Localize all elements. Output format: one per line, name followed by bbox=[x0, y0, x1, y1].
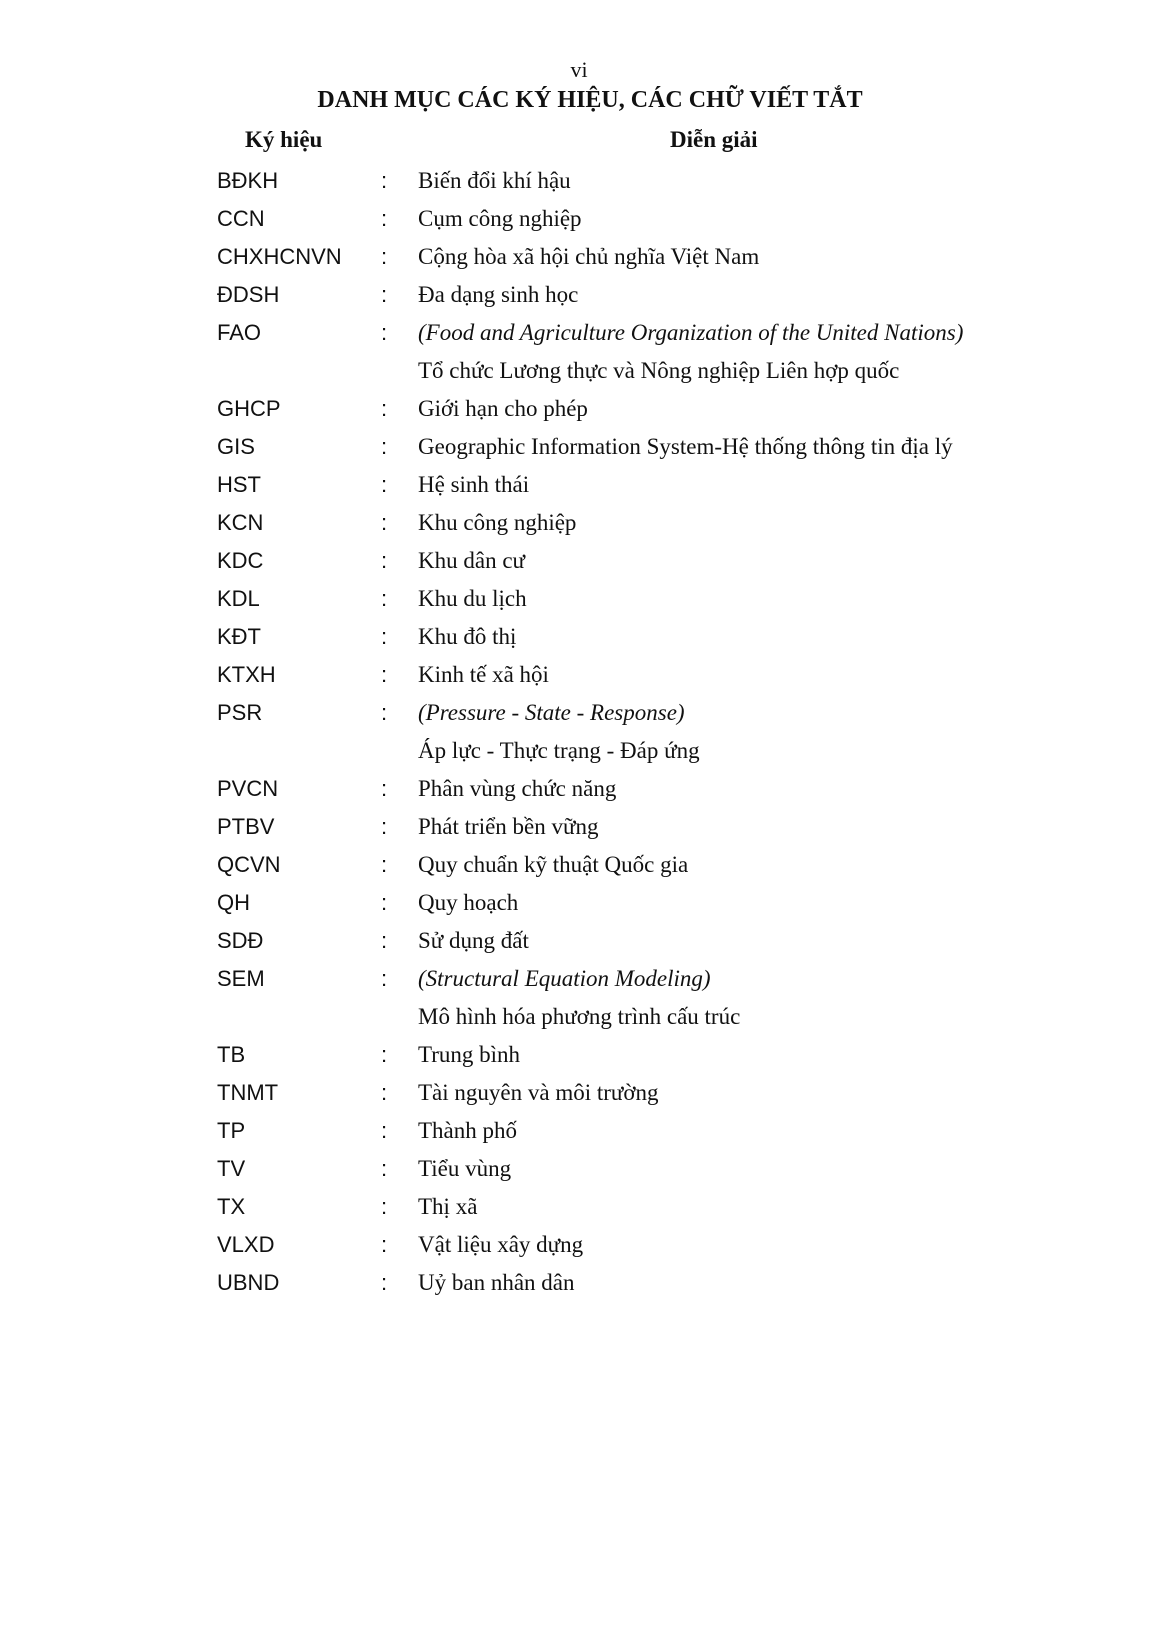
abbreviation-description: Thị xã bbox=[418, 1194, 478, 1219]
separator-colon: : bbox=[381, 700, 388, 725]
abbreviation: HST bbox=[217, 472, 261, 497]
abbreviation: QCVN bbox=[217, 852, 281, 877]
abbreviation-description: Hệ sinh thái bbox=[418, 472, 530, 497]
abbreviation: QH bbox=[217, 890, 250, 915]
list-item bbox=[0, 998, 1158, 1036]
abbreviation-description: Phân vùng chức năng bbox=[418, 776, 617, 801]
abbreviation-description: Quy chuẩn kỹ thuật Quốc gia bbox=[418, 852, 689, 877]
list-item bbox=[0, 732, 1158, 770]
separator-colon: : bbox=[381, 510, 388, 535]
separator-colon: : bbox=[381, 282, 388, 307]
list-item bbox=[0, 770, 1158, 808]
abbreviation-description: Kinh tế xã hội bbox=[418, 662, 549, 687]
abbreviation: TNMT bbox=[217, 1080, 279, 1105]
abbreviation: UBND bbox=[217, 1270, 280, 1295]
abbreviation-description: Tổ chức Lương thực và Nông nghiệp Liên hợp quốc bbox=[418, 358, 900, 383]
list-item bbox=[0, 162, 1158, 200]
symbol-column-header: Ký hiệu bbox=[245, 127, 323, 152]
abbreviation-description: Khu đô thị bbox=[418, 624, 517, 649]
separator-colon: : bbox=[381, 1232, 388, 1257]
abbreviation: VLXD bbox=[217, 1232, 275, 1257]
separator-colon: : bbox=[381, 206, 388, 231]
separator-colon: : bbox=[381, 1194, 388, 1219]
list-item bbox=[0, 884, 1158, 922]
abbreviation-description: Cụm công nghiệp bbox=[418, 206, 582, 231]
list-item bbox=[0, 1036, 1158, 1074]
abbreviation-description: Uỷ ban nhân dân bbox=[418, 1270, 575, 1295]
abbreviation-description: Giới hạn cho phép bbox=[418, 396, 588, 421]
list-item bbox=[0, 466, 1158, 504]
abbreviation: TP bbox=[217, 1118, 246, 1143]
list-item bbox=[0, 276, 1158, 314]
abbreviation-description: Tiểu vùng bbox=[418, 1156, 512, 1181]
abbreviation: KCN bbox=[217, 510, 264, 535]
abbreviation-description: (Pressure - State - Response) bbox=[418, 700, 685, 725]
abbreviation: CCN bbox=[217, 206, 265, 231]
abbreviation-description: Khu du lịch bbox=[418, 586, 527, 611]
separator-colon: : bbox=[381, 320, 388, 345]
separator-colon: : bbox=[381, 548, 388, 573]
separator-colon: : bbox=[381, 890, 388, 915]
abbreviation: KTXH bbox=[217, 662, 276, 687]
list-item bbox=[0, 200, 1158, 238]
abbreviation-description: Sử dụng đất bbox=[418, 928, 529, 953]
separator-colon: : bbox=[381, 814, 388, 839]
abbreviation: BĐKH bbox=[217, 168, 279, 193]
list-item bbox=[0, 580, 1158, 618]
abbreviation: SEM bbox=[217, 966, 265, 991]
list-item bbox=[0, 238, 1158, 276]
separator-colon: : bbox=[381, 396, 388, 421]
separator-colon: : bbox=[381, 1042, 388, 1067]
abbreviation: GIS bbox=[217, 434, 255, 459]
list-item bbox=[0, 352, 1158, 390]
separator-colon: : bbox=[381, 434, 388, 459]
abbreviation-list bbox=[0, 162, 1158, 1302]
separator-colon: : bbox=[381, 852, 388, 877]
abbreviation-description: Vật liệu xây dựng bbox=[418, 1232, 584, 1257]
abbreviation: ĐDSH bbox=[217, 282, 280, 307]
abbreviation: GHCP bbox=[217, 396, 281, 421]
abbreviation: KĐT bbox=[217, 624, 261, 649]
abbreviation: TX bbox=[217, 1194, 246, 1219]
list-item bbox=[0, 504, 1158, 542]
list-item bbox=[0, 428, 1158, 466]
abbreviation: PSR bbox=[217, 700, 263, 725]
separator-colon: : bbox=[381, 966, 388, 991]
separator-colon: : bbox=[381, 168, 388, 193]
separator-colon: : bbox=[381, 928, 388, 953]
separator-colon: : bbox=[381, 776, 388, 801]
list-item bbox=[0, 314, 1158, 352]
list-item bbox=[0, 694, 1158, 732]
meaning-column-header: Diễn giải bbox=[670, 127, 758, 152]
abbreviation-description: Trung bình bbox=[418, 1042, 521, 1067]
abbreviation-description: Quy hoạch bbox=[418, 890, 519, 915]
page-title: DANH MỤC CÁC KÝ HIỆU, CÁC CHỮ VIẾT TẮT bbox=[317, 87, 863, 113]
separator-colon: : bbox=[381, 586, 388, 611]
abbreviation-description: Mô hình hóa phương trình cấu trúc bbox=[418, 1004, 741, 1029]
abbreviation: TB bbox=[217, 1042, 246, 1067]
separator-colon: : bbox=[381, 624, 388, 649]
list-item bbox=[0, 1264, 1158, 1302]
abbreviation: KDL bbox=[217, 586, 260, 611]
abbreviation: FAO bbox=[217, 320, 262, 345]
separator-colon: : bbox=[381, 472, 388, 497]
abbreviation-description: Khu dân cư bbox=[418, 548, 525, 573]
abbreviation-description: (Structural Equation Modeling) bbox=[418, 966, 711, 991]
separator-colon: : bbox=[381, 1080, 388, 1105]
list-item bbox=[0, 656, 1158, 694]
abbreviation: PVCN bbox=[217, 776, 279, 801]
separator-colon: : bbox=[381, 662, 388, 687]
abbreviation-description: Tài nguyên và môi trường bbox=[418, 1080, 659, 1105]
list-item bbox=[0, 390, 1158, 428]
separator-colon: : bbox=[381, 1118, 388, 1143]
abbreviation-description: Áp lực - Thực trạng - Đáp ứng bbox=[418, 738, 700, 763]
abbreviation-description: Đa dạng sinh học bbox=[418, 282, 579, 307]
list-item bbox=[0, 960, 1158, 998]
list-item bbox=[0, 1226, 1158, 1264]
separator-colon: : bbox=[381, 1156, 388, 1181]
list-item bbox=[0, 1188, 1158, 1226]
abbreviation-description: Thành phố bbox=[418, 1118, 518, 1143]
page-number: vi bbox=[570, 57, 588, 82]
separator-colon: : bbox=[381, 244, 388, 269]
abbreviation-description: Khu công nghiệp bbox=[418, 510, 577, 535]
list-item bbox=[0, 1074, 1158, 1112]
abbreviation-description: Biến đổi khí hậu bbox=[418, 168, 571, 193]
list-item bbox=[0, 846, 1158, 884]
abbreviation-description: (Food and Agriculture Organization of the United Nations) bbox=[418, 320, 964, 345]
abbreviation-description: Geographic Information System-Hệ thống thông tin địa lý bbox=[418, 434, 953, 459]
abbreviation-description: Phát triển bền vững bbox=[418, 814, 599, 839]
separator-colon: : bbox=[381, 1270, 388, 1295]
list-item bbox=[0, 922, 1158, 960]
list-item bbox=[0, 1150, 1158, 1188]
abbreviation: CHXHCNVN bbox=[217, 244, 342, 269]
list-item bbox=[0, 618, 1158, 656]
abbreviation: TV bbox=[217, 1156, 246, 1181]
abbreviation: KDC bbox=[217, 548, 264, 573]
list-item bbox=[0, 808, 1158, 846]
abbreviation: PTBV bbox=[217, 814, 275, 839]
abbreviation: SDĐ bbox=[217, 928, 264, 953]
list-item bbox=[0, 1112, 1158, 1150]
list-item bbox=[0, 542, 1158, 580]
abbreviation-description: Cộng hòa xã hội chủ nghĩa Việt Nam bbox=[418, 244, 760, 269]
